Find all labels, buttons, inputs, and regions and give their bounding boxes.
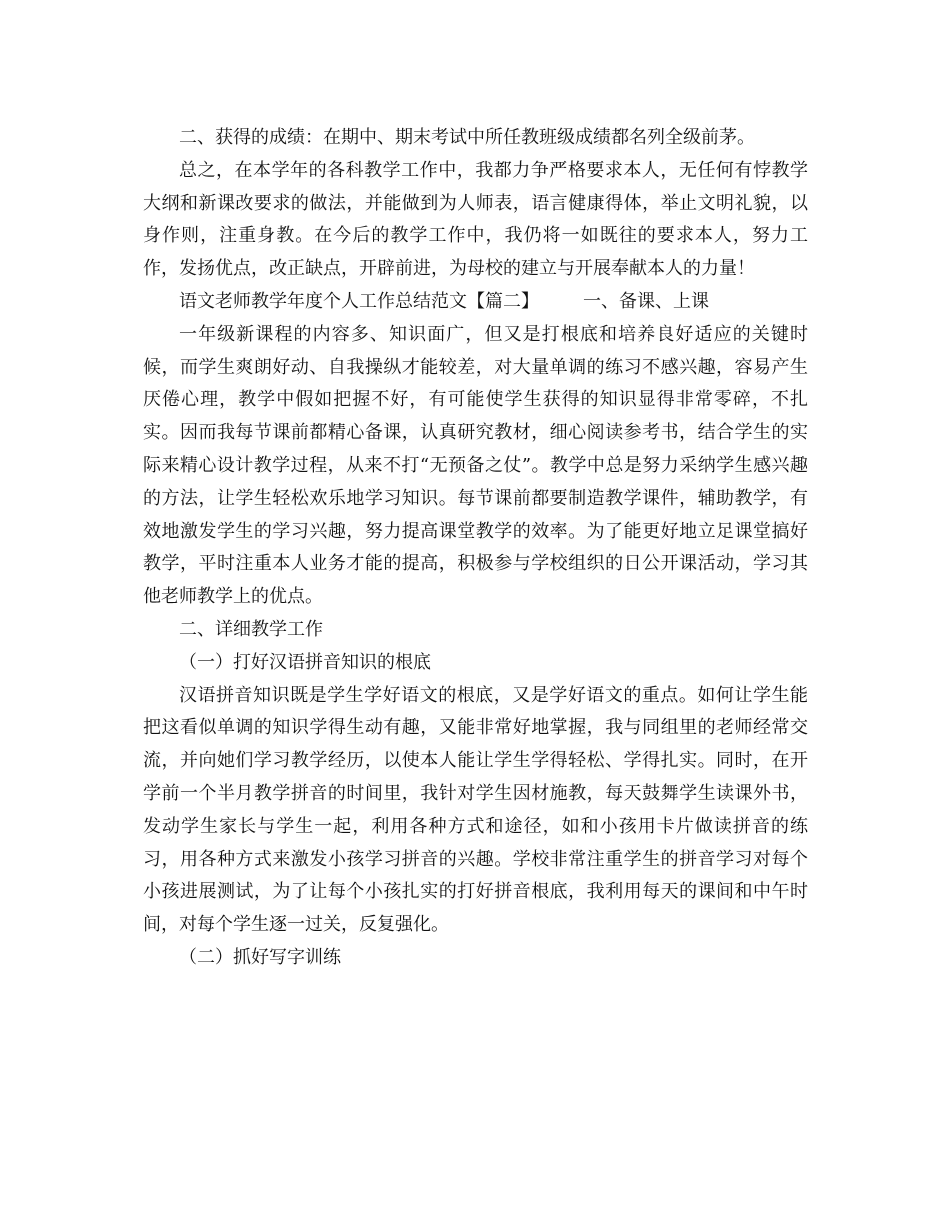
article-title: 语文老师教学年度个人工作总结范文【篇二】: [179, 290, 539, 312]
subheading-pinyin: （一）打好汉语拼音知识的根底: [179, 651, 431, 673]
paragraph-pinyin: 汉语拼音知识既是学生学好语文的根底，又是学好语文的重点。如何让学生能把这看似单调的知识学得生动有趣，又能非常好地掌握，我与同组里的老师经常交流，并向她们学习教学经历，以使本人能让学生学得轻松、学得扎实。同时，在开学前一个半月教学拼音的时间里，我针对学生因材施教，每天鼓舞学生读课外书，发动学生家长与学生一起，利用各种方式和途径，如和小孩用卡片做读拼音的练习，用各种方式来激发小孩学习拼音的兴趣。学校非常注重学生的拼音学习对每个小孩进展测试，为了让每个小孩扎实的打好拼音根底，我利用每天的课间和中午时间，对每个学生逐一过关，反复强化。: [143, 684, 808, 936]
paragraph-summary: 总之，在本学年的各科教学工作中，我都力争严格要求本人，无任何有悖教学大纲和新课改要求的做法，并能做到为人师表，语言健康得体，举止文明礼貌，以身作则，注重身教。在今后的教学工作中，我仍将一如既往的要求本人，努力工作，发扬优点，改正缺点，开辟前进，为母校的建立与开展奉献本人的力量！: [143, 159, 808, 280]
subheading-writing: （二）抓好写字训练: [179, 946, 341, 968]
document-body: [143, 122, 808, 975]
section-heading-teaching-work: 二、详细教学工作: [179, 618, 323, 640]
paragraph-lesson-prep: 一年级新课程的内容多、知识面广，但又是打根底和培养良好适应的关键时候，而学生爽朗好动、自我操纵才能较差，对大量单调的练习不感兴趣，容易产生厌倦心理，教学中假如把握不好，有可能使学生获得的知识显得非常零碎，不扎实。因而我每节课前都精心备课，认真研究教材，细心阅读参考书，结合学生的实际来精心设计教学过程，从来不打“无预备之仗”。教学中总是努力采纳学生感兴趣的方法，让学生轻松欢乐地学习知识。每节课前都要制造教学课件，辅助教学，有效地激发学生的学习兴趣，努力提高课堂教学的效率。为了能更好地立足课堂搞好教学，平时注重本人业务才能的提高，积极参与学校组织的日公开课活动，学习其他老师教学上的优点。: [143, 323, 808, 608]
heading-line: [143, 286, 808, 319]
paragraph-achievement: 二、获得的成绩：在期中、期末考试中所任教班级成绩都名列全级前茅。: [179, 127, 755, 148]
section-heading-lesson-prep: 一、备课、上课: [583, 290, 709, 312]
